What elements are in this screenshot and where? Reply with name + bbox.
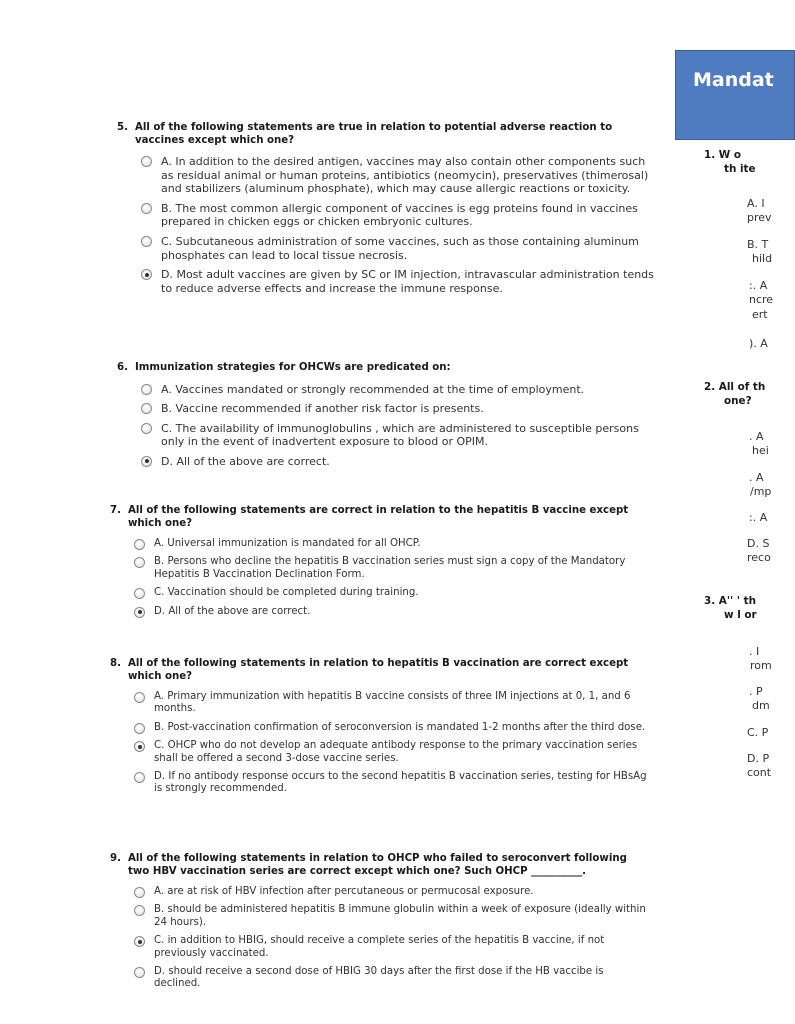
option-d[interactable]: D. If no antibody response occurs to the second hepatitis B vaccination series, testing for HBsAg is strongly recommended. bbox=[134, 771, 650, 796]
question-number: 7. bbox=[110, 505, 121, 516]
fragment: 3. A'' ' th bbox=[704, 595, 756, 607]
radio-button[interactable] bbox=[134, 887, 145, 898]
radio-button-selected[interactable] bbox=[134, 607, 145, 618]
radio-button[interactable] bbox=[134, 723, 145, 734]
radio-button-selected[interactable] bbox=[134, 936, 145, 947]
question-6 bbox=[117, 362, 657, 468]
option-c[interactable]: C. Vaccination should be completed during training. bbox=[134, 587, 650, 599]
radio-button[interactable] bbox=[141, 423, 152, 434]
radio-button-selected[interactable] bbox=[134, 741, 145, 752]
radio-button[interactable] bbox=[141, 203, 152, 214]
radio-button[interactable] bbox=[134, 905, 145, 916]
radio-button[interactable] bbox=[141, 236, 152, 247]
option-d[interactable]: D. should receive a second dose of HBIG 30 days after the first dose if the HB vaccibe is declined. bbox=[134, 966, 650, 991]
fragment: th ite bbox=[724, 163, 756, 175]
fragment: one? bbox=[724, 395, 752, 407]
option-c[interactable]: C. in addition to HBIG, should receive a complete series of the hepatitis B vaccine, if not previously vaccinated. bbox=[134, 935, 650, 960]
fragment: reco bbox=[747, 551, 771, 564]
option-a[interactable]: A. Primary immunization with hepatitis B vaccine consists of three IM injections at 0, 1, and 6 months. bbox=[134, 691, 650, 716]
fragment: ncre bbox=[749, 293, 774, 306]
option-c[interactable]: C. The availability of immunoglobulins , which are administered to susceptible persons only in the event of inadvertent exposure to blood or OPIM. bbox=[141, 422, 657, 449]
option-b[interactable]: B. Post-vaccination confirmation of seroconversion is mandated 1-2 months after the third dose. bbox=[134, 722, 650, 734]
question-8 bbox=[110, 658, 650, 796]
option-b[interactable]: B. The most common allergic component of vaccines is egg proteins found in vaccines prepared in chicken eggs or chicken embryonic cultures. bbox=[141, 202, 657, 229]
fragment: . A bbox=[749, 430, 764, 443]
question-number: 6. bbox=[117, 362, 128, 373]
option-d[interactable]: D. All of the above are correct. bbox=[141, 455, 657, 469]
option-d[interactable]: D. All of the above are correct. bbox=[134, 606, 650, 618]
question-9 bbox=[110, 853, 650, 991]
fragment: ). A bbox=[749, 337, 768, 350]
banner-title: Mandat bbox=[693, 69, 774, 91]
question-number: 5. bbox=[117, 122, 128, 133]
fragment: . A bbox=[749, 471, 764, 484]
option-a[interactable]: A. are at risk of HBV infection after percutaneous or permucosal exposure. bbox=[134, 886, 650, 898]
fragment: hild bbox=[752, 252, 773, 265]
radio-button-selected[interactable] bbox=[141, 269, 152, 280]
option-b[interactable]: B. Persons who decline the hepatitis B vaccination series must sign a copy of the Mandatory Hepatitis B Vaccination Declination Form. bbox=[134, 556, 650, 581]
adjacent-page-preview bbox=[672, 0, 774, 1024]
fragment: rom bbox=[750, 659, 772, 672]
option-b[interactable]: B. Vaccine recommended if another risk factor is presents. bbox=[141, 402, 657, 416]
fragment: . I bbox=[749, 645, 760, 658]
question-text: 6. Immunization strategies for OHCWs are predicated on: bbox=[117, 362, 451, 373]
radio-button[interactable] bbox=[134, 967, 145, 978]
fragment: B. T bbox=[747, 238, 769, 251]
option-a[interactable]: A. In addition to the desired antigen, vaccines may also contain other components such as residual animal or human proteins, antibiotics (neomycin), preservatives (thimerosal) and stabilizers (aluminum phosphate), which may cause allergic reactions or toxicity. bbox=[141, 155, 657, 196]
fragment: :. A bbox=[749, 279, 768, 292]
fragment: ert bbox=[752, 308, 768, 321]
radio-button[interactable] bbox=[141, 403, 152, 414]
fragment: w l or bbox=[724, 609, 757, 621]
question-text: 7. All of the following statements are correct in relation to the hepatitis B vaccine except which one? bbox=[110, 505, 629, 529]
fragment: /mp bbox=[750, 485, 772, 498]
fragment: . P bbox=[749, 685, 763, 698]
question-number: 9. bbox=[110, 853, 121, 864]
question-7 bbox=[110, 505, 650, 618]
fragment: 2. All of th bbox=[704, 381, 766, 393]
question-text: 5. All of the following statements are true in relation to potential adverse reaction to vaccines except which one? bbox=[117, 122, 613, 146]
fragment: A. I bbox=[747, 197, 765, 210]
radio-button[interactable] bbox=[134, 772, 145, 783]
radio-button[interactable] bbox=[134, 692, 145, 703]
fragment: D. P bbox=[747, 752, 770, 765]
fragment: prev bbox=[747, 211, 772, 224]
fragment: :. A bbox=[749, 511, 768, 524]
radio-button-selected[interactable] bbox=[141, 456, 152, 467]
option-a[interactable]: A. Universal immunization is mandated for all OHCP. bbox=[134, 538, 650, 550]
fragment: D. S bbox=[747, 537, 770, 550]
radio-button[interactable] bbox=[141, 384, 152, 395]
question-5 bbox=[117, 122, 657, 295]
radio-button[interactable] bbox=[134, 539, 145, 550]
question-text: 9. All of the following statements in relation to OHCP who failed to seroconvert following two HBV vaccination series are correct except which one? Such OHCP __________. bbox=[110, 853, 627, 877]
fragment: 1. W o bbox=[704, 149, 742, 161]
radio-button[interactable] bbox=[134, 588, 145, 599]
question-number: 8. bbox=[110, 658, 121, 669]
option-d[interactable]: D. Most adult vaccines are given by SC or IM injection, intravascular administration tends to reduce adverse effects and increase the immune response. bbox=[141, 268, 657, 295]
option-c[interactable]: C. OHCP who do not develop an adequate antibody response to the primary vaccination series shall be offered a second 3-dose vaccine series. bbox=[134, 740, 650, 765]
question-text: 8. All of the following statements in relation to hepatitis B vaccination are correct except which one? bbox=[110, 658, 629, 682]
fragment: dm bbox=[752, 699, 770, 712]
option-c[interactable]: C. Subcutaneous administration of some vaccines, such as those containing aluminum phosphates can lead to local tissue necrosis. bbox=[141, 235, 657, 262]
option-b[interactable]: B. should be administered hepatitis B immune globulin within a week of exposure (ideally within 24 hours). bbox=[134, 904, 650, 929]
fragment: C. P bbox=[747, 726, 769, 739]
title-banner bbox=[675, 50, 795, 140]
option-a[interactable]: A. Vaccines mandated or strongly recommended at the time of employment. bbox=[141, 383, 657, 397]
fragment: hei bbox=[752, 444, 769, 457]
radio-button[interactable] bbox=[141, 156, 152, 167]
radio-button[interactable] bbox=[134, 557, 145, 568]
fragment: cont bbox=[747, 766, 772, 779]
